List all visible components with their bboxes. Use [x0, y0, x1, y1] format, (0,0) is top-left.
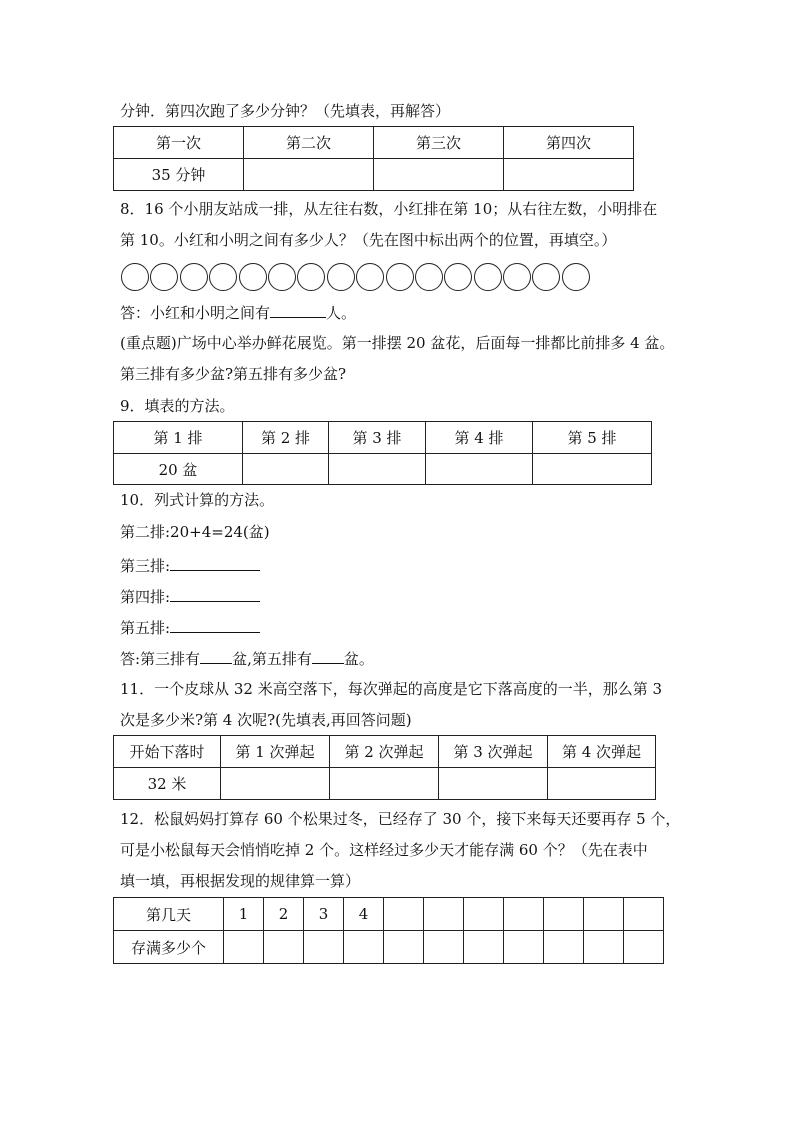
q10-answer-b: 盆,第五排有 [232, 650, 312, 668]
q12-day-cell: 1 [224, 898, 264, 931]
flower-line-1: (重点题)广场中心举办鲜花展览。第一排摆 20 盆花，后面每一排都比前排多 4 盆。 [120, 334, 675, 352]
q11-header-2: 第 1 次弹起 [221, 736, 330, 768]
child-circle[interactable] [268, 263, 296, 291]
q10-answer-blank-2[interactable] [312, 647, 344, 664]
q8-line-1: 8．16 个小朋友站成一排，从左往右数，小红排在第 10；从右往左数，小明排在 [120, 200, 658, 218]
q7-cell-4[interactable] [504, 159, 634, 191]
child-circle[interactable] [239, 263, 267, 291]
q8-answer-blank[interactable] [270, 301, 326, 318]
q10-row-4-label: 第四排: [120, 588, 171, 606]
q12-amount-cell[interactable] [464, 931, 504, 964]
q12-day-cell[interactable] [544, 898, 584, 931]
q11-cell-3[interactable] [330, 768, 439, 800]
q11-header-5: 第 4 次弹起 [548, 736, 656, 768]
q10-row-5-blank[interactable] [170, 616, 260, 633]
q12-amount-cell[interactable] [624, 931, 664, 964]
child-circle[interactable] [209, 263, 237, 291]
q9-header-3: 第 3 排 [329, 422, 426, 454]
q9-cell-1: 20 盆 [114, 454, 243, 485]
q7-cell-2[interactable] [244, 159, 374, 191]
q10-answer-a: 答:第三排有 [120, 650, 201, 668]
q12-table [113, 897, 664, 964]
q8-line-2: 第 10。小红和小明之间有多少人？（先在图中标出两个的位置，再填空。） [120, 231, 617, 249]
q8-answer-suffix: 人。 [326, 304, 357, 322]
q10-row-3-blank[interactable] [170, 554, 260, 571]
q12-line-1: 12．松鼠妈妈打算存 60 个松果过冬，已经存了 30 个，接下来每天还要再存 5 个， [120, 810, 681, 828]
child-circle[interactable] [503, 263, 531, 291]
q12-amount-cell[interactable] [384, 931, 424, 964]
q11-cell-2[interactable] [221, 768, 330, 800]
child-circle[interactable] [180, 263, 208, 291]
q10-row-3 [120, 554, 260, 576]
q12-amount-cell[interactable] [544, 931, 584, 964]
q10-row-2: 第二排:20+4=24(盆) [120, 523, 270, 541]
q9-header-5: 第 5 排 [533, 422, 652, 454]
q12-day-cell[interactable] [384, 898, 424, 931]
q11-line-1: 11．一个皮球从 32 米高空落下，每次弹起的高度是它下落高度的一半，那么第 3 [120, 680, 663, 698]
q11-header-3: 第 2 次弹起 [330, 736, 439, 768]
q9-header-1: 第 1 排 [114, 422, 243, 454]
q12-day-cell: 4 [344, 898, 384, 931]
q12-day-cell: 3 [304, 898, 344, 931]
q11-header-1: 开始下落时 [114, 736, 221, 768]
q8-answer-prefix: 答：小红和小明之间有 [120, 304, 271, 322]
q12-amount-cell[interactable] [224, 931, 264, 964]
q12-day-cell[interactable] [424, 898, 464, 931]
q9-cell-2[interactable] [243, 454, 329, 485]
q12-day-cell: 2 [264, 898, 304, 931]
child-circle[interactable] [121, 263, 149, 291]
q7-cell-3[interactable] [374, 159, 504, 191]
q12-day-cell[interactable] [504, 898, 544, 931]
q12-day-cell[interactable] [464, 898, 504, 931]
q9-table [113, 421, 652, 485]
q9-cell-3[interactable] [329, 454, 426, 485]
q9-header-2: 第 2 排 [243, 422, 329, 454]
q12-line-2: 可是小松鼠每天会悄悄吃掉 2 个。这样经过多少天才能存满 60 个？（先在表中 [120, 841, 648, 859]
q10-row-5 [120, 616, 260, 638]
q12-day-cell[interactable] [584, 898, 624, 931]
q10-row-5-label: 第五排: [120, 619, 171, 637]
q10-title: 10．列式计算的方法。 [120, 491, 275, 509]
q12-row-1-label: 第几天 [114, 898, 224, 931]
q12-amount-cell[interactable] [264, 931, 304, 964]
q12-amount-cell[interactable] [304, 931, 344, 964]
q12-line-3: 填一填，再根据发现的规律算一算） [120, 872, 361, 890]
child-circle[interactable] [474, 263, 502, 291]
q10-answer [120, 647, 374, 669]
child-circle[interactable] [415, 263, 443, 291]
children-circles [121, 263, 590, 291]
child-circle[interactable] [150, 263, 178, 291]
q12-amount-cell[interactable] [424, 931, 464, 964]
q9-title: 9．填表的方法。 [120, 397, 235, 415]
q7-header-2: 第二次 [244, 127, 374, 159]
q12-row-2-label: 存满多少个 [114, 931, 224, 964]
child-circle[interactable] [562, 263, 590, 291]
q10-row-4-blank[interactable] [170, 585, 260, 602]
q11-cell-5[interactable] [548, 768, 656, 800]
q12-amount-cell[interactable] [344, 931, 384, 964]
child-circle[interactable] [532, 263, 560, 291]
q10-row-3-label: 第三排: [120, 557, 171, 575]
q11-cell-4[interactable] [439, 768, 548, 800]
q10-answer-blank-1[interactable] [200, 647, 232, 664]
q9-cell-4[interactable] [426, 454, 533, 485]
q11-cell-1: 32 米 [114, 768, 221, 800]
q12-amount-cell[interactable] [504, 931, 544, 964]
q12-day-cell[interactable] [624, 898, 664, 931]
q7-cell-1: 35 分钟 [114, 159, 244, 191]
child-circle[interactable] [327, 263, 355, 291]
q9-header-4: 第 4 排 [426, 422, 533, 454]
q12-amount-cell[interactable] [584, 931, 624, 964]
flower-line-2: 第三排有多少盆?第五排有多少盆? [120, 365, 347, 383]
q7-header-1: 第一次 [114, 127, 244, 159]
child-circle[interactable] [356, 263, 384, 291]
q7-table [113, 126, 634, 191]
q10-answer-c: 盆。 [343, 650, 374, 668]
child-circle[interactable] [297, 263, 325, 291]
q10-row-4 [120, 585, 260, 607]
child-circle[interactable] [444, 263, 472, 291]
q8-answer [120, 301, 356, 323]
q11-header-4: 第 3 次弹起 [439, 736, 548, 768]
q7-header-4: 第四次 [504, 127, 634, 159]
q7-header-3: 第三次 [374, 127, 504, 159]
q11-line-2: 次是多少米?第 4 次呢?(先填表,再回答问题) [120, 711, 412, 729]
child-circle[interactable] [386, 263, 414, 291]
q11-table [113, 735, 656, 800]
q7-intro: 分钟．第四次跑了多少分钟？（先填表，再解答） [120, 102, 451, 120]
q9-cell-5[interactable] [533, 454, 652, 485]
